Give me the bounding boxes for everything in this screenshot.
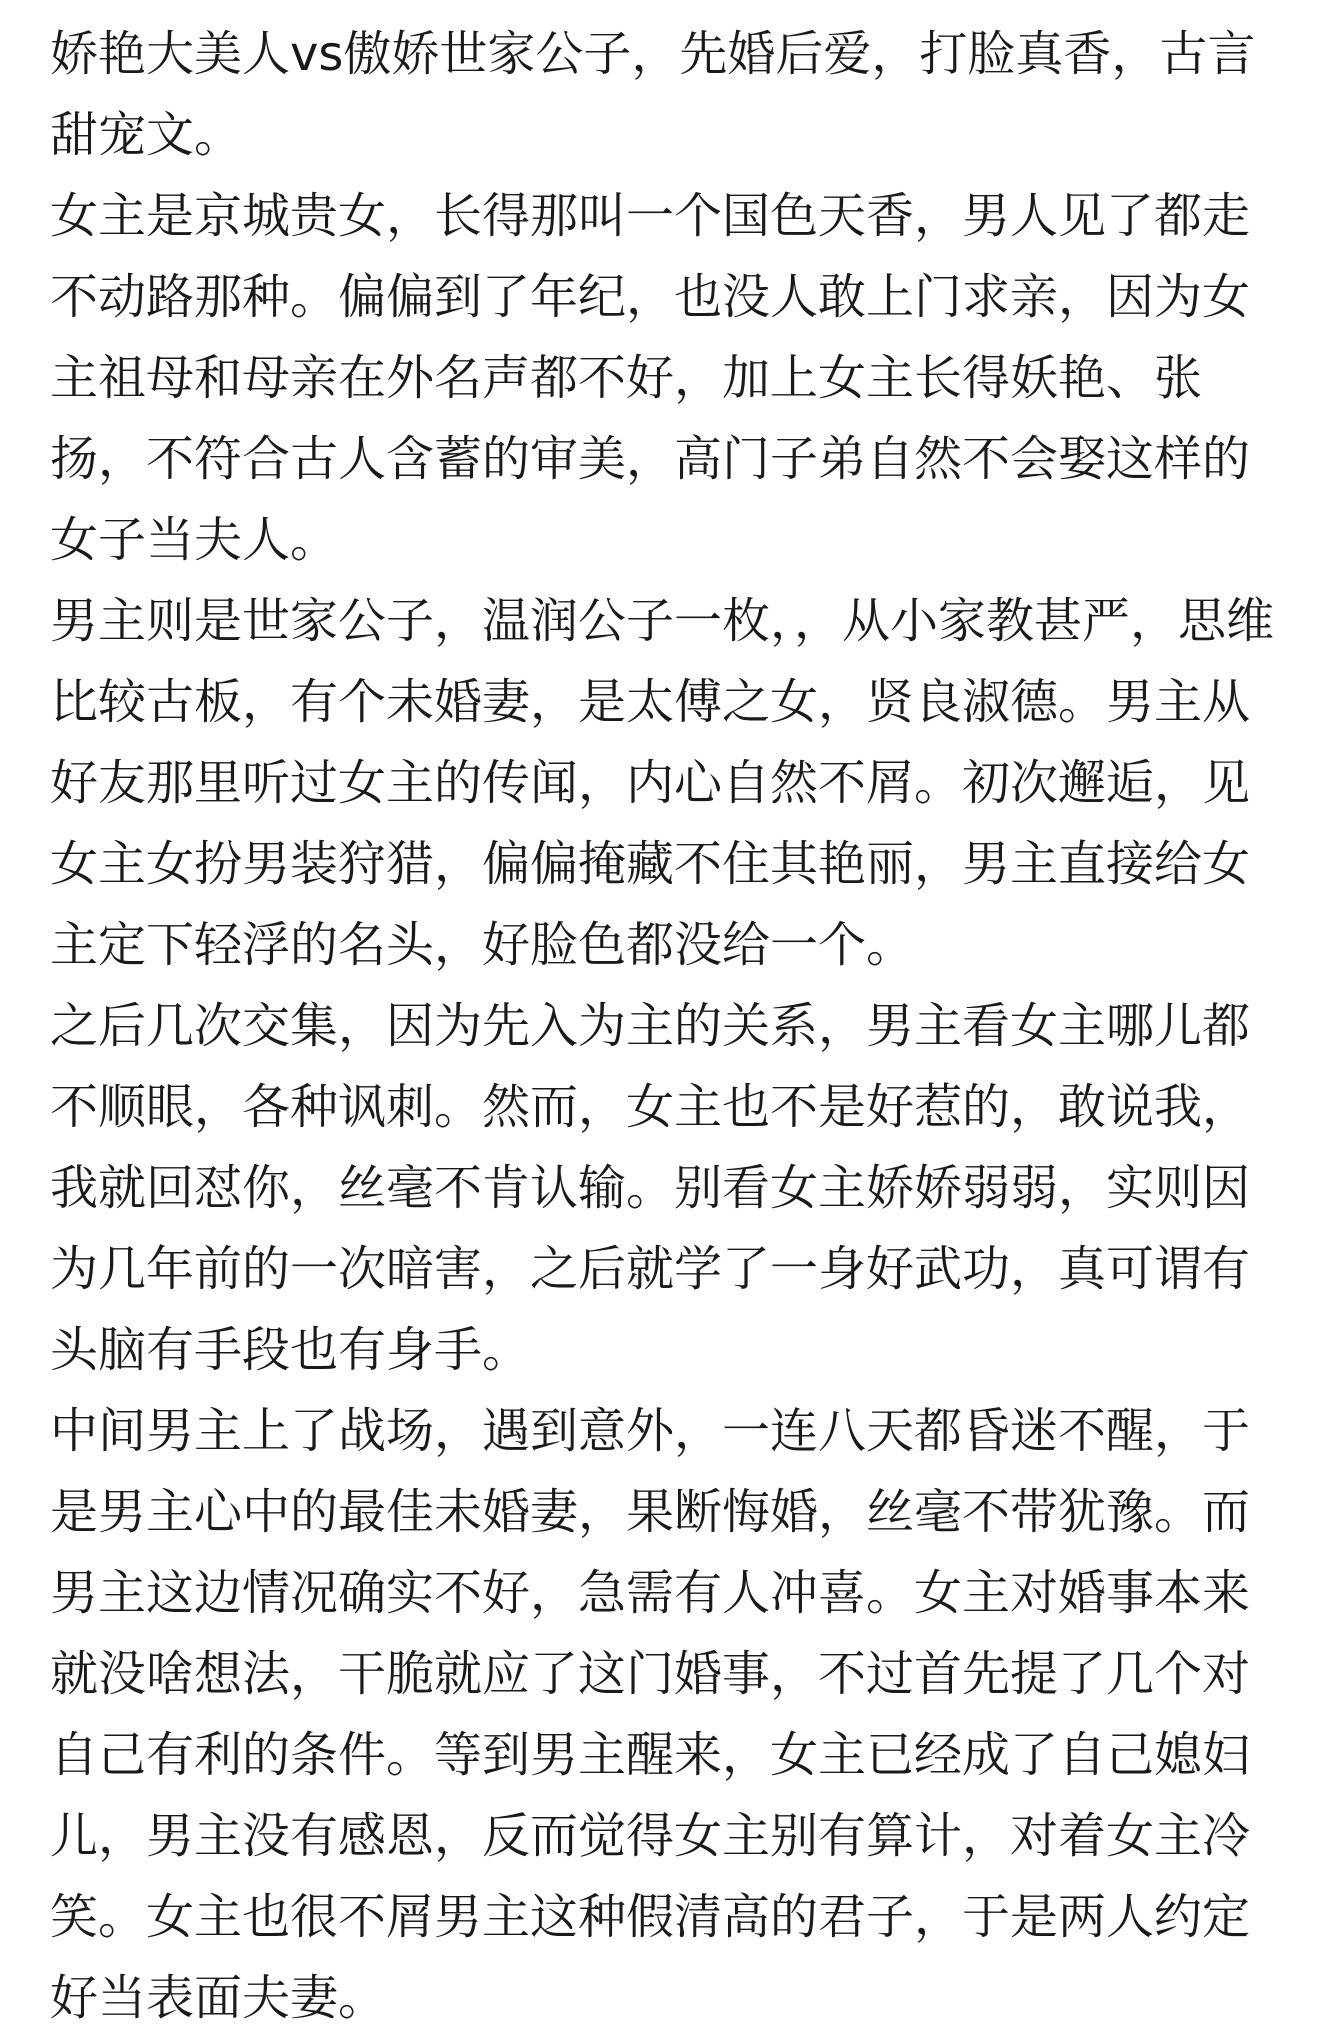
paragraph-heroine	[50, 176, 1312, 581]
article-text	[50, 14, 1312, 2039]
text-line: 甜宠文。	[50, 107, 243, 163]
text-line: 男主这边情况确实不好，急需有人冲喜。女主对婚事本来	[50, 1565, 1251, 1621]
text-line: 笑。女主也很不屑男主这种假清高的君子，于是两人约定	[50, 1889, 1251, 1945]
text-line: 不顺眼，各种讽刺。然而，女主也不是好惹的，敢说我，	[50, 1079, 1251, 1135]
text-line: 娇艳大美人vs傲娇世家公子，先婚后爱，打脸真香，古言	[50, 26, 1256, 82]
text-line: 比较古板，有个未婚妻，是太傅之女，贤良淑德。男主从	[50, 674, 1251, 730]
text-line: 中间男主上了战场，遇到意外，一连八天都昏迷不醒，于	[50, 1403, 1251, 1459]
text-line: 好当表面夫妻。	[50, 1970, 387, 2026]
text-line: 扬，不符合古人含蓄的审美，高门子弟自然不会娶这样的	[50, 431, 1251, 487]
text-line: 我就回怼你，丝毫不肯认输。别看女主娇娇弱弱，实则因	[50, 1160, 1251, 1216]
text-line: 不动路那种。偏偏到了年纪，也没人敢上门求亲，因为女	[50, 269, 1251, 325]
text-line: 女主女扮男装狩猎，偏偏掩藏不住其艳丽，男主直接给女	[50, 836, 1251, 892]
text-line: 就没啥想法，干脆就应了这门婚事，不过首先提了几个对	[50, 1646, 1251, 1702]
paragraph-intro	[50, 14, 1312, 176]
text-line: 主定下轻浮的名头，好脸色都没给一个。	[50, 917, 915, 973]
paragraph-marriage	[50, 1391, 1312, 2039]
text-line: 之后几次交集，因为先入为主的关系，男主看女主哪儿都	[50, 998, 1251, 1054]
text-line: 好友那里听过女主的传闻，内心自然不屑。初次邂逅，见	[50, 755, 1251, 811]
text-line: 女子当夫人。	[50, 512, 339, 568]
paragraph-hero	[50, 581, 1312, 986]
text-line: 儿，男主没有感恩，反而觉得女主别有算计，对着女主冷	[50, 1808, 1251, 1864]
text-line: 头脑有手段也有身手。	[50, 1322, 531, 1378]
text-line: 是男主心中的最佳未婚妻，果断悔婚，丝毫不带犹豫。而	[50, 1484, 1251, 1540]
text-line: 男主则是世家公子，温润公子一枚，，从小家教甚严，思维	[50, 593, 1275, 649]
text-line: 女主是京城贵女，长得那叫一个国色天香，男人见了都走	[50, 188, 1251, 244]
paragraph-encounters	[50, 986, 1312, 1391]
text-line: 自己有利的条件。等到男主醒来，女主已经成了自己媳妇	[50, 1727, 1251, 1783]
text-line: 为几年前的一次暗害，之后就学了一身好武功，真可谓有	[50, 1241, 1251, 1297]
text-line: 主祖母和母亲在外名声都不好，加上女主长得妖艳、张	[50, 350, 1203, 406]
